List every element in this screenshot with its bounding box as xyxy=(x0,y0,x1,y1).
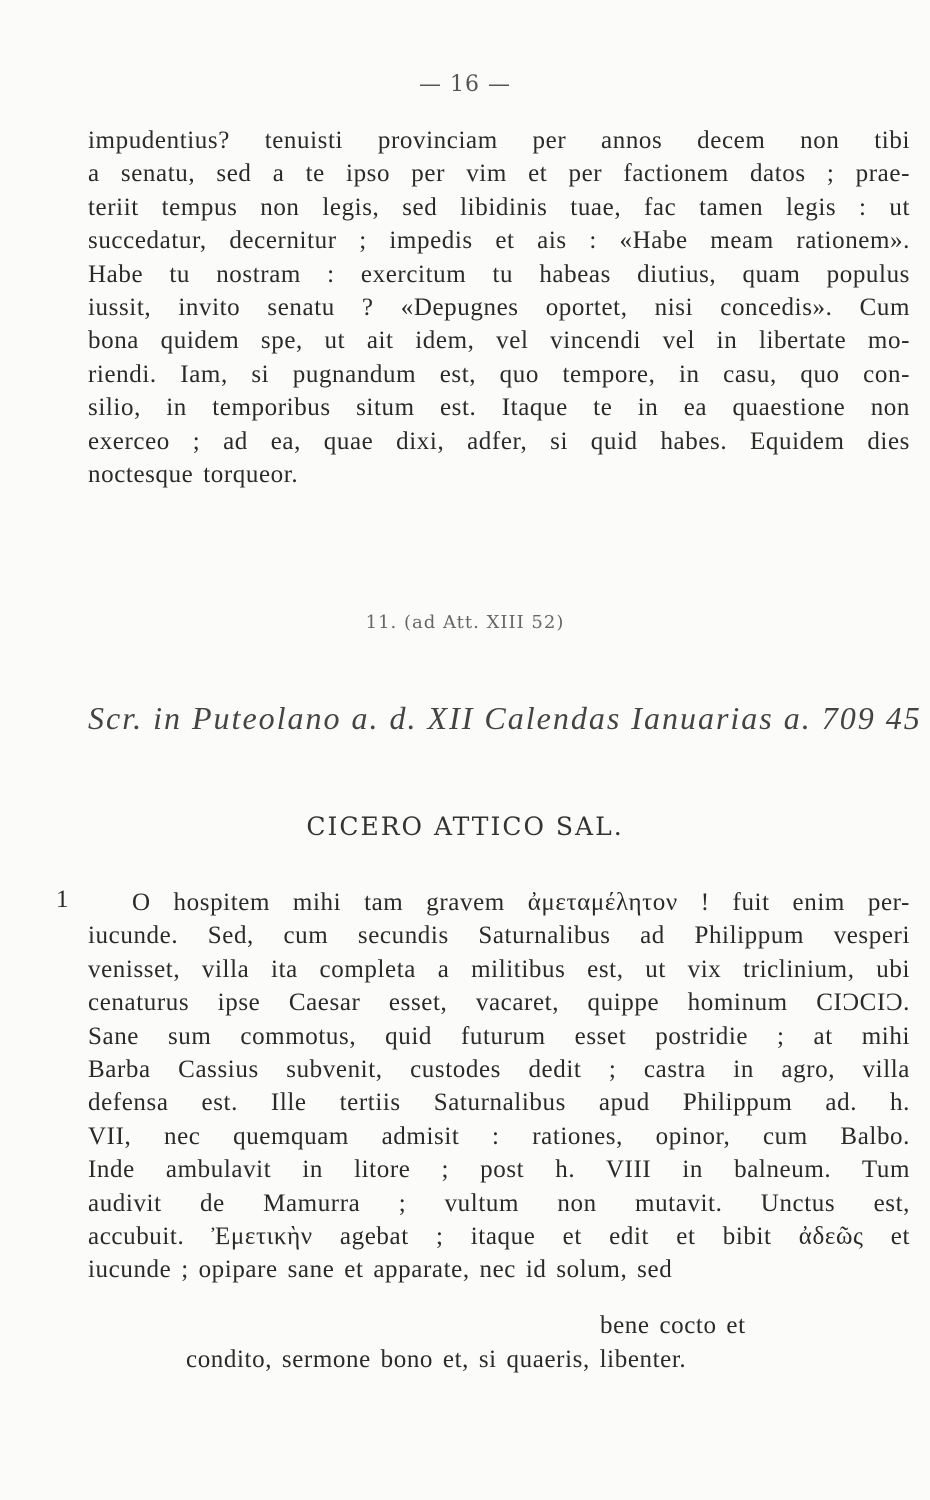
text-line: Sane sum commotus, quid futurum esset postridie ; at mihi xyxy=(88,1022,910,1050)
text-line: bene cocto et xyxy=(600,1312,746,1339)
text-line: iucunde ; opipare sane et apparate, nec id solum, sed xyxy=(88,1256,673,1284)
page-number: — 16 — xyxy=(419,72,511,97)
text-line: Barba Cassius subvenit, custodes dedit ; castra in agro, villa xyxy=(88,1055,910,1083)
text-line: O hospitem mihi tam gravem ἀμεταμέλητον ! fuit enim per- xyxy=(132,889,910,916)
text-line: iucunde. Sed, cum secundis Saturnalibus ad Philippum vesperi xyxy=(88,922,910,950)
dateline: Scr. in Puteolano a. d. XII Calendas Ianuarias a. 709 45 xyxy=(88,700,922,736)
text-line: condito, sermone bono et, si quaeris, libenter. xyxy=(186,1346,687,1373)
text-line: a senatu, sed a te ipso per vim et per factionem datos ; prae- xyxy=(88,160,910,188)
text-line: iussit, invito senatu ? «Depugnes oportet, nisi concedis». Cum xyxy=(88,293,910,321)
text-line: noctesque torqueor. xyxy=(88,460,299,488)
text-line: silio, in temporibus situm est. Itaque te in ea quaestione non xyxy=(88,394,910,422)
text-line: exerceo ; ad ea, quae dixi, adfer, si quid habes. Equidem dies xyxy=(88,427,910,455)
text-line: venisset, villa ita completa a militibus est, ut vix triclinium, ubi xyxy=(88,955,910,983)
text-line: succedatur, decernitur ; impedis et ais : «Habe meam rationem». xyxy=(88,227,910,255)
text-line: Inde ambulavit in litore ; post h. VIII in balneum. Tum xyxy=(88,1156,910,1184)
text-line: defensa est. Ille tertiis Saturnalibus apud Philippum ad. h. xyxy=(88,1089,910,1117)
text-line: VII, nec quemquam admisit : rationes, opinor, cum Balbo. xyxy=(88,1122,910,1150)
text-line: riendi. Iam, si pugnandum est, quo tempore, in casu, quo con- xyxy=(88,360,910,388)
text-line: cenaturus ipse Caesar esset, vacaret, quippe hominum CIƆCIƆ. xyxy=(88,989,910,1017)
text-line: accubuit. Ἐμετικὴν agebat ; itaque et edit et bibit ἀδεῶς et xyxy=(88,1222,910,1250)
letter-body-text xyxy=(88,886,910,1287)
previous-letter-text xyxy=(88,124,910,491)
text-line: teriit tempus non legis, sed libidinis tuae, fac tamen legis : ut xyxy=(88,193,910,221)
text-line: impudentius? tenuisti provinciam per annos decem non tibi xyxy=(88,127,910,154)
letter-reference: 11. (ad Att. XIII 52) xyxy=(365,612,565,633)
text-line: bona quidem spe, ut ait idem, vel vincendi vel in libertate mo- xyxy=(88,327,910,355)
text-line: Habe tu nostram : exercitum tu habeas diutius, quam populus xyxy=(88,260,910,288)
text-line: audivit de Mamurra ; vultum non mutavit. Unctus est, xyxy=(88,1189,910,1217)
salutation-heading: CICERO ATTICO SAL. xyxy=(306,812,624,841)
section-number: 1 xyxy=(56,886,69,913)
